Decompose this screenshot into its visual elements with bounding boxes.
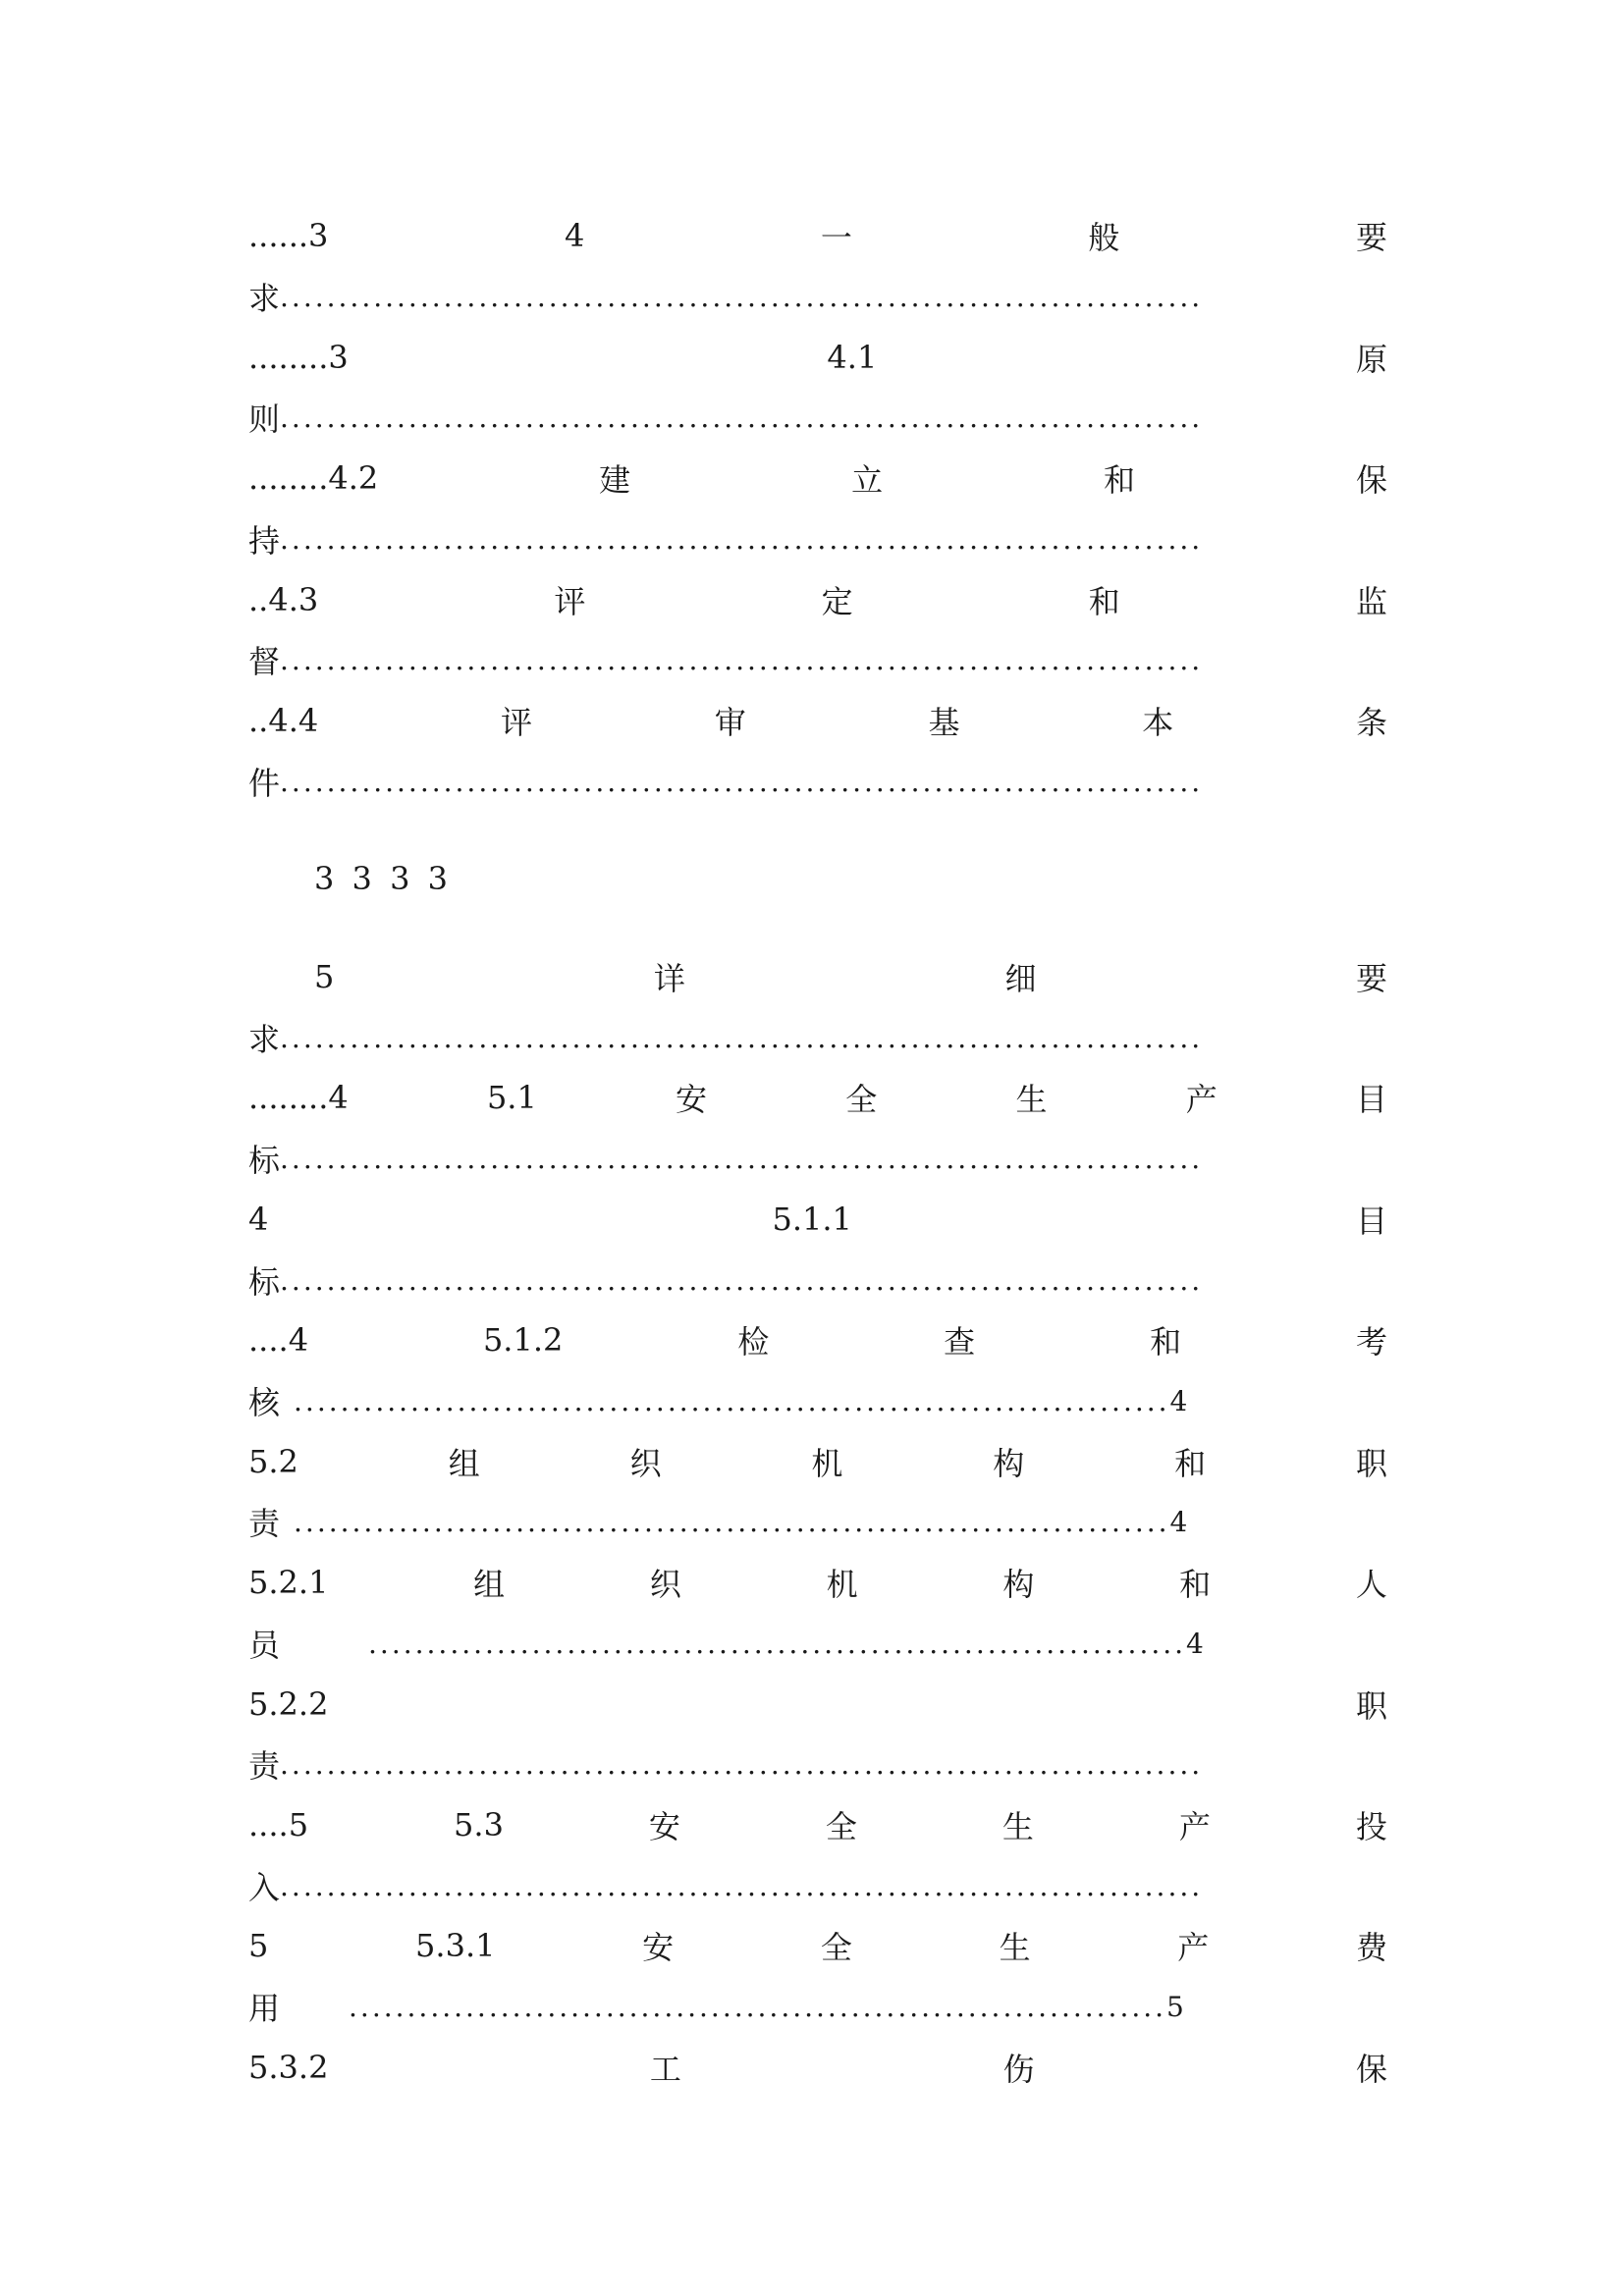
toc-line	[248, 569, 1387, 630]
toc-token: 目	[1355, 1081, 1387, 1118]
toc-token: 构	[1002, 1566, 1035, 1603]
dot-leader: ...............................................................................	[280, 765, 1204, 798]
dot-leader: ...............................................................................	[280, 1142, 1204, 1175]
toc-line	[248, 1250, 1387, 1310]
dot-leader: ...............................................................................	[280, 643, 1204, 676]
toc-line	[248, 1552, 1387, 1613]
toc-line	[248, 1794, 1387, 1855]
toc-line	[248, 1189, 1387, 1250]
toc-token: ........4	[248, 1079, 349, 1116]
toc-token: 求	[248, 280, 281, 317]
toc-token: 安	[642, 1929, 675, 1966]
toc-token: 入	[248, 1869, 281, 1906]
toc-token: 组	[473, 1566, 506, 1603]
toc-token: 5.3	[454, 1806, 504, 1843]
toc-token: 织	[629, 1445, 662, 1482]
toc-token: 条	[1355, 704, 1387, 741]
toc-token: 评	[554, 583, 586, 620]
toc-token: 评	[500, 704, 532, 741]
toc-line	[248, 1855, 1387, 1916]
toc-token: 基	[928, 704, 960, 741]
toc-token: 组	[448, 1445, 480, 1482]
toc-token: 安	[648, 1808, 680, 1845]
toc-token: ..4.4	[248, 702, 319, 739]
toc-token: ........4.2	[248, 459, 379, 497]
dot-leader: ...........................................................................4	[294, 1384, 1191, 1417]
toc-line	[248, 448, 1387, 508]
toc-token: 审	[714, 704, 746, 741]
toc-token: 督	[248, 643, 281, 680]
toc-token: 职	[1355, 1687, 1387, 1725]
toc-line	[248, 205, 1387, 266]
toc-token: 要	[1355, 960, 1387, 997]
toc-token: 伤	[1002, 2051, 1035, 2088]
toc-token: 产	[1185, 1081, 1218, 1118]
toc-token: 4	[248, 1201, 269, 1238]
toc-token: 标	[248, 1142, 281, 1179]
page-numbers	[314, 848, 707, 909]
dot-leader: ...............................................................................	[280, 280, 1204, 313]
toc-token: 5.3.1	[415, 1927, 496, 1964]
toc-token: 详	[653, 960, 685, 997]
toc-line	[248, 1309, 1387, 1370]
dot-leader: ...............................................................................	[280, 1869, 1204, 1902]
toc-token: 件	[248, 765, 281, 802]
toc-token: 安	[676, 1081, 708, 1118]
toc-token: 要	[1355, 219, 1387, 256]
toc-token: 5.1.1	[772, 1201, 852, 1238]
dot-leader: ...............................................................................	[280, 522, 1204, 556]
dot-leader: ...............................................................................	[280, 400, 1204, 434]
toc-line	[248, 1915, 1387, 1976]
toc-token: 般	[1088, 219, 1120, 256]
dot-leader: ......................................................................5	[349, 1990, 1187, 2023]
toc-token: 和	[1150, 1323, 1182, 1361]
toc-token: 人	[1355, 1566, 1387, 1603]
toc-token: 投	[1355, 1808, 1387, 1845]
toc-line	[248, 1370, 1387, 1431]
toc-token: 求	[248, 1021, 281, 1058]
toc-token: ........3	[248, 339, 349, 376]
toc-token: 机	[811, 1445, 843, 1482]
toc-token: 5	[314, 958, 335, 995]
toc-token: 产	[1177, 1929, 1210, 1966]
toc-token: 细	[1004, 960, 1037, 997]
toc-token: 3 3 3 3	[314, 860, 452, 897]
toc-token: ....5	[248, 1806, 309, 1843]
toc-line	[248, 2037, 1387, 2098]
toc-line	[248, 1007, 1387, 1068]
toc-token: ..4.3	[248, 581, 319, 618]
toc-token: 工	[649, 2051, 681, 2088]
dot-leader: ......................................................................4	[368, 1627, 1207, 1660]
toc-token: 4	[564, 217, 585, 254]
toc-line	[248, 1613, 1387, 1674]
toc-token: 标	[248, 1263, 281, 1301]
toc-token: 5	[248, 1927, 269, 1964]
dot-leader: ...........................................................................4	[294, 1505, 1191, 1538]
toc-token: 则	[248, 400, 281, 438]
toc-token: 和	[1174, 1445, 1207, 1482]
toc-token: 生	[1015, 1081, 1048, 1118]
toc-line	[248, 508, 1387, 569]
toc-token: 5.3.2	[248, 2049, 329, 2086]
toc-token: 5.1.2	[482, 1321, 564, 1359]
toc-token: 构	[993, 1445, 1025, 1482]
toc-line	[248, 1491, 1387, 1552]
toc-line	[248, 690, 1387, 751]
toc-token: 查	[944, 1323, 976, 1361]
toc-token: 原	[1355, 341, 1387, 378]
toc-line	[248, 1431, 1387, 1492]
toc-token: 5.2.2	[248, 1685, 329, 1723]
toc-token: 用	[248, 1990, 281, 2027]
toc-token: 考	[1355, 1323, 1387, 1361]
toc-line	[248, 1128, 1387, 1189]
toc-token: 5.1	[486, 1079, 537, 1116]
toc-token: ....4	[248, 1321, 309, 1359]
toc-token: 产	[1178, 1808, 1211, 1845]
toc-token: 和	[1088, 583, 1120, 620]
toc-line	[248, 327, 1387, 388]
dot-leader: ...............................................................................	[280, 1263, 1204, 1297]
toc-line	[248, 1674, 1387, 1735]
toc-token: 全	[845, 1081, 878, 1118]
toc-token: 持	[248, 522, 281, 560]
toc-token: 员	[248, 1627, 281, 1664]
toc-token: 本	[1142, 704, 1174, 741]
toc-token: 责	[248, 1505, 281, 1542]
toc-token: 全	[825, 1808, 857, 1845]
toc-token: 监	[1355, 583, 1387, 620]
toc-token: 生	[1001, 1808, 1034, 1845]
toc-token: ......3	[248, 217, 329, 254]
toc-line	[248, 1734, 1387, 1794]
toc-token: 5.2	[248, 1443, 298, 1480]
toc-token: 目	[1355, 1202, 1387, 1240]
toc-token: 保	[1355, 461, 1387, 499]
toc-token: 职	[1355, 1445, 1387, 1482]
toc-token: 5.2.1	[248, 1564, 329, 1601]
dot-leader: ...............................................................................	[280, 1021, 1204, 1054]
toc-line	[248, 1067, 1387, 1128]
toc-token: 和	[1104, 461, 1136, 499]
toc-token: 全	[820, 1929, 852, 1966]
toc-token: 定	[821, 583, 853, 620]
toc-line	[248, 629, 1387, 690]
toc-token: 核	[248, 1384, 281, 1421]
toc-token: 检	[737, 1323, 770, 1361]
toc-line	[248, 1976, 1387, 2037]
toc-line	[248, 751, 1387, 812]
toc-token: 保	[1355, 2051, 1387, 2088]
toc-token: 费	[1355, 1929, 1387, 1966]
toc-token: 立	[851, 461, 884, 499]
toc-token: 和	[1179, 1566, 1212, 1603]
toc-token: 4.1	[827, 339, 878, 376]
toc-line	[248, 387, 1387, 448]
toc-token: 织	[649, 1566, 681, 1603]
toc-token: 机	[826, 1566, 858, 1603]
toc-token: 一	[820, 219, 852, 256]
toc-line	[248, 946, 1387, 1007]
toc-token: 建	[599, 461, 631, 499]
dot-leader: ...............................................................................	[280, 1747, 1204, 1781]
toc-token: 责	[248, 1747, 281, 1785]
toc-token: 生	[999, 1929, 1031, 1966]
toc-line	[248, 266, 1387, 327]
